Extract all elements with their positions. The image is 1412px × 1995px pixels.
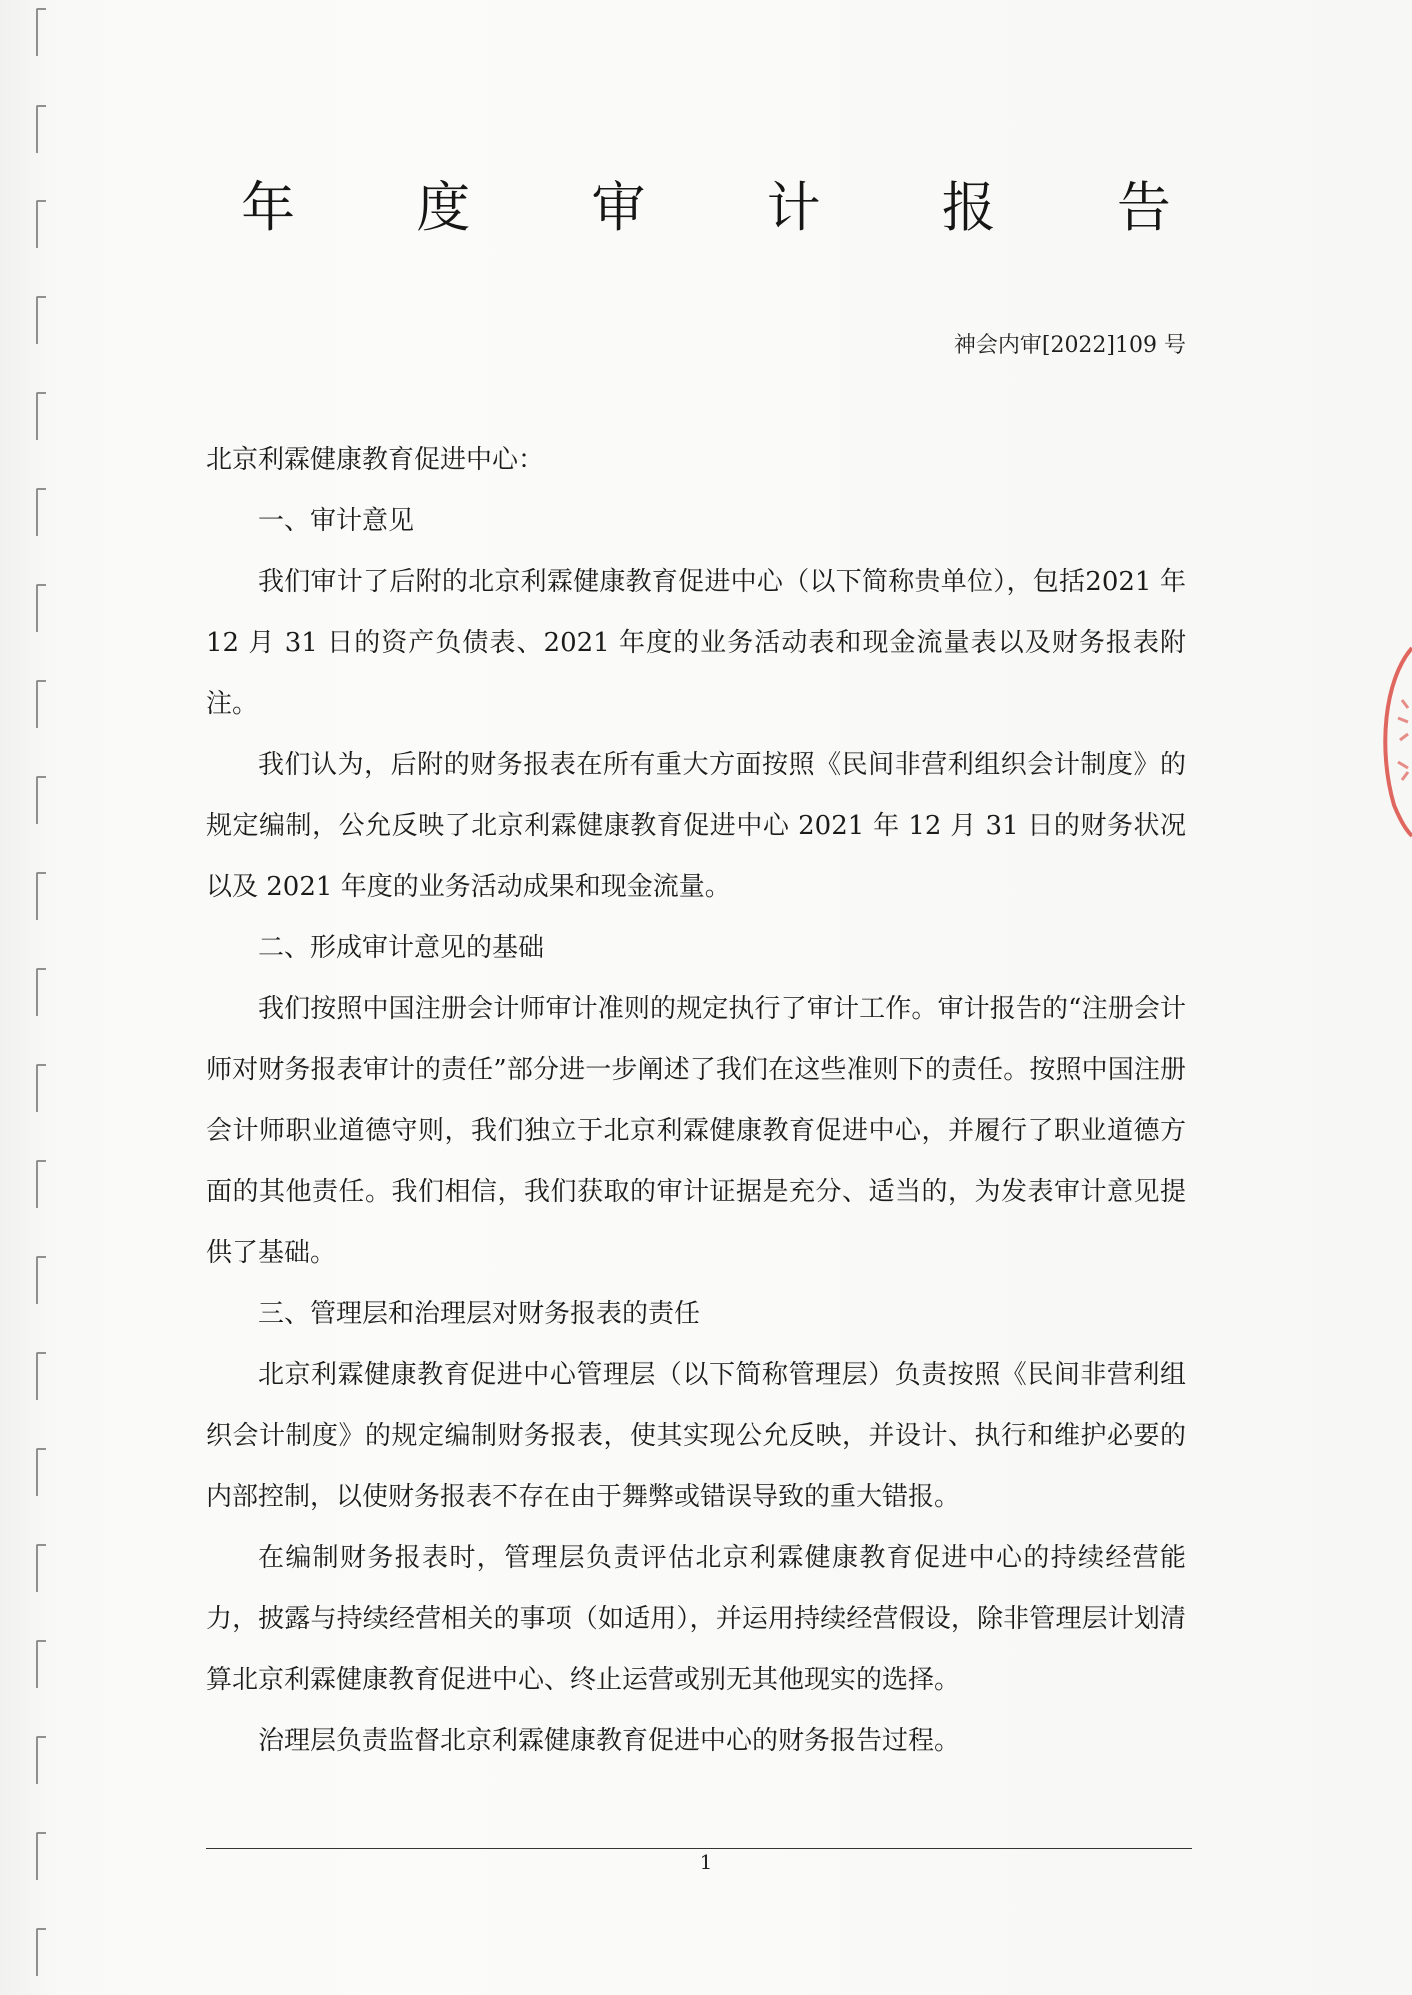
report-body bbox=[206, 430, 1186, 1772]
punch-mark bbox=[36, 105, 46, 153]
paragraph: 治理层负责监督北京利霖健康教育促进中心的财务报告过程。 bbox=[258, 1726, 961, 1756]
punch-mark bbox=[36, 1448, 46, 1496]
addressee: 北京利霖健康教育促进中心： bbox=[206, 445, 545, 475]
punch-mark bbox=[36, 1736, 46, 1784]
page-number: 1 bbox=[699, 1850, 713, 1874]
paragraph: 我们按照中国注册会计师审计准则的规定执行了审计工作。审计报告的“注册会计师对财务报表审计的责任”部分进一步阐述了我们在这些准则下的责任。按照中国注册会计师职业道德守则，我们独立于北京利霖健康教育促进中心，并履行了职业道德方面的其他责任。我们相信，我们获取的审计证据是充分、适当的，为发表审计意见提供了基础。 bbox=[206, 994, 1186, 1268]
section-heading-responsibilities: 三、管理层和治理层对财务报表的责任 bbox=[258, 1299, 701, 1329]
paragraph: 我们审计了后附的北京利霖健康教育促进中心（以下简称贵单位），包括2021 年 12 月 31 日的资产负债表、2021 年度的业务活动表和现金流量表以及财务报表附注。 bbox=[206, 567, 1186, 719]
punch-mark bbox=[36, 488, 46, 536]
punch-mark bbox=[36, 1544, 46, 1592]
paragraph: 北京利霖健康教育促进中心管理层（以下简称管理层）负责按照《民间非营利组织会计制度》的规定编制财务报表，使其实现公允反映，并设计、执行和维护必要的内部控制，以使财务报表不存在由于舞弊或错误导致的重大错报。 bbox=[206, 1360, 1186, 1512]
report-title: 年 度 审 计 报 告 bbox=[241, 176, 1223, 239]
footer-divider bbox=[206, 1848, 1192, 1849]
punch-mark bbox=[36, 968, 46, 1016]
punch-mark bbox=[36, 1352, 46, 1400]
seal-stamp-fragment bbox=[1372, 640, 1412, 840]
punch-mark bbox=[36, 392, 46, 440]
binding-holes bbox=[28, 0, 58, 1995]
section-heading-basis: 二、形成审计意见的基础 bbox=[258, 933, 545, 963]
document-number: 神会内审[2022]109 号 bbox=[953, 333, 1186, 358]
punch-mark bbox=[36, 872, 46, 920]
punch-mark bbox=[36, 776, 46, 824]
punch-mark bbox=[36, 1064, 46, 1112]
punch-mark bbox=[36, 680, 46, 728]
punch-mark bbox=[36, 1256, 46, 1304]
paragraph: 我们认为，后附的财务报表在所有重大方面按照《民间非营利组织会计制度》的规定编制，公允反映了北京利霖健康教育促进中心 2021 年 12 月 31 日的财务状况以及 2021 年度的业务活动成果和现金流量。 bbox=[206, 750, 1186, 902]
paragraph: 在编制财务报表时，管理层负责评估北京利霖健康教育促进中心的持续经营能力，披露与持续经营相关的事项（如适用），并运用持续经营假设，除非管理层计划清算北京利霖健康教育促进中心、终止运营或别无其他现实的选择。 bbox=[206, 1543, 1186, 1695]
punch-mark bbox=[36, 1160, 46, 1208]
seal-stamp-icon bbox=[1372, 640, 1412, 840]
punch-mark bbox=[36, 584, 46, 632]
punch-mark bbox=[36, 8, 46, 56]
punch-mark bbox=[36, 1640, 46, 1688]
punch-mark bbox=[36, 1928, 46, 1976]
section-heading-audit-opinion: 一、审计意见 bbox=[258, 506, 415, 536]
punch-mark bbox=[36, 296, 46, 344]
